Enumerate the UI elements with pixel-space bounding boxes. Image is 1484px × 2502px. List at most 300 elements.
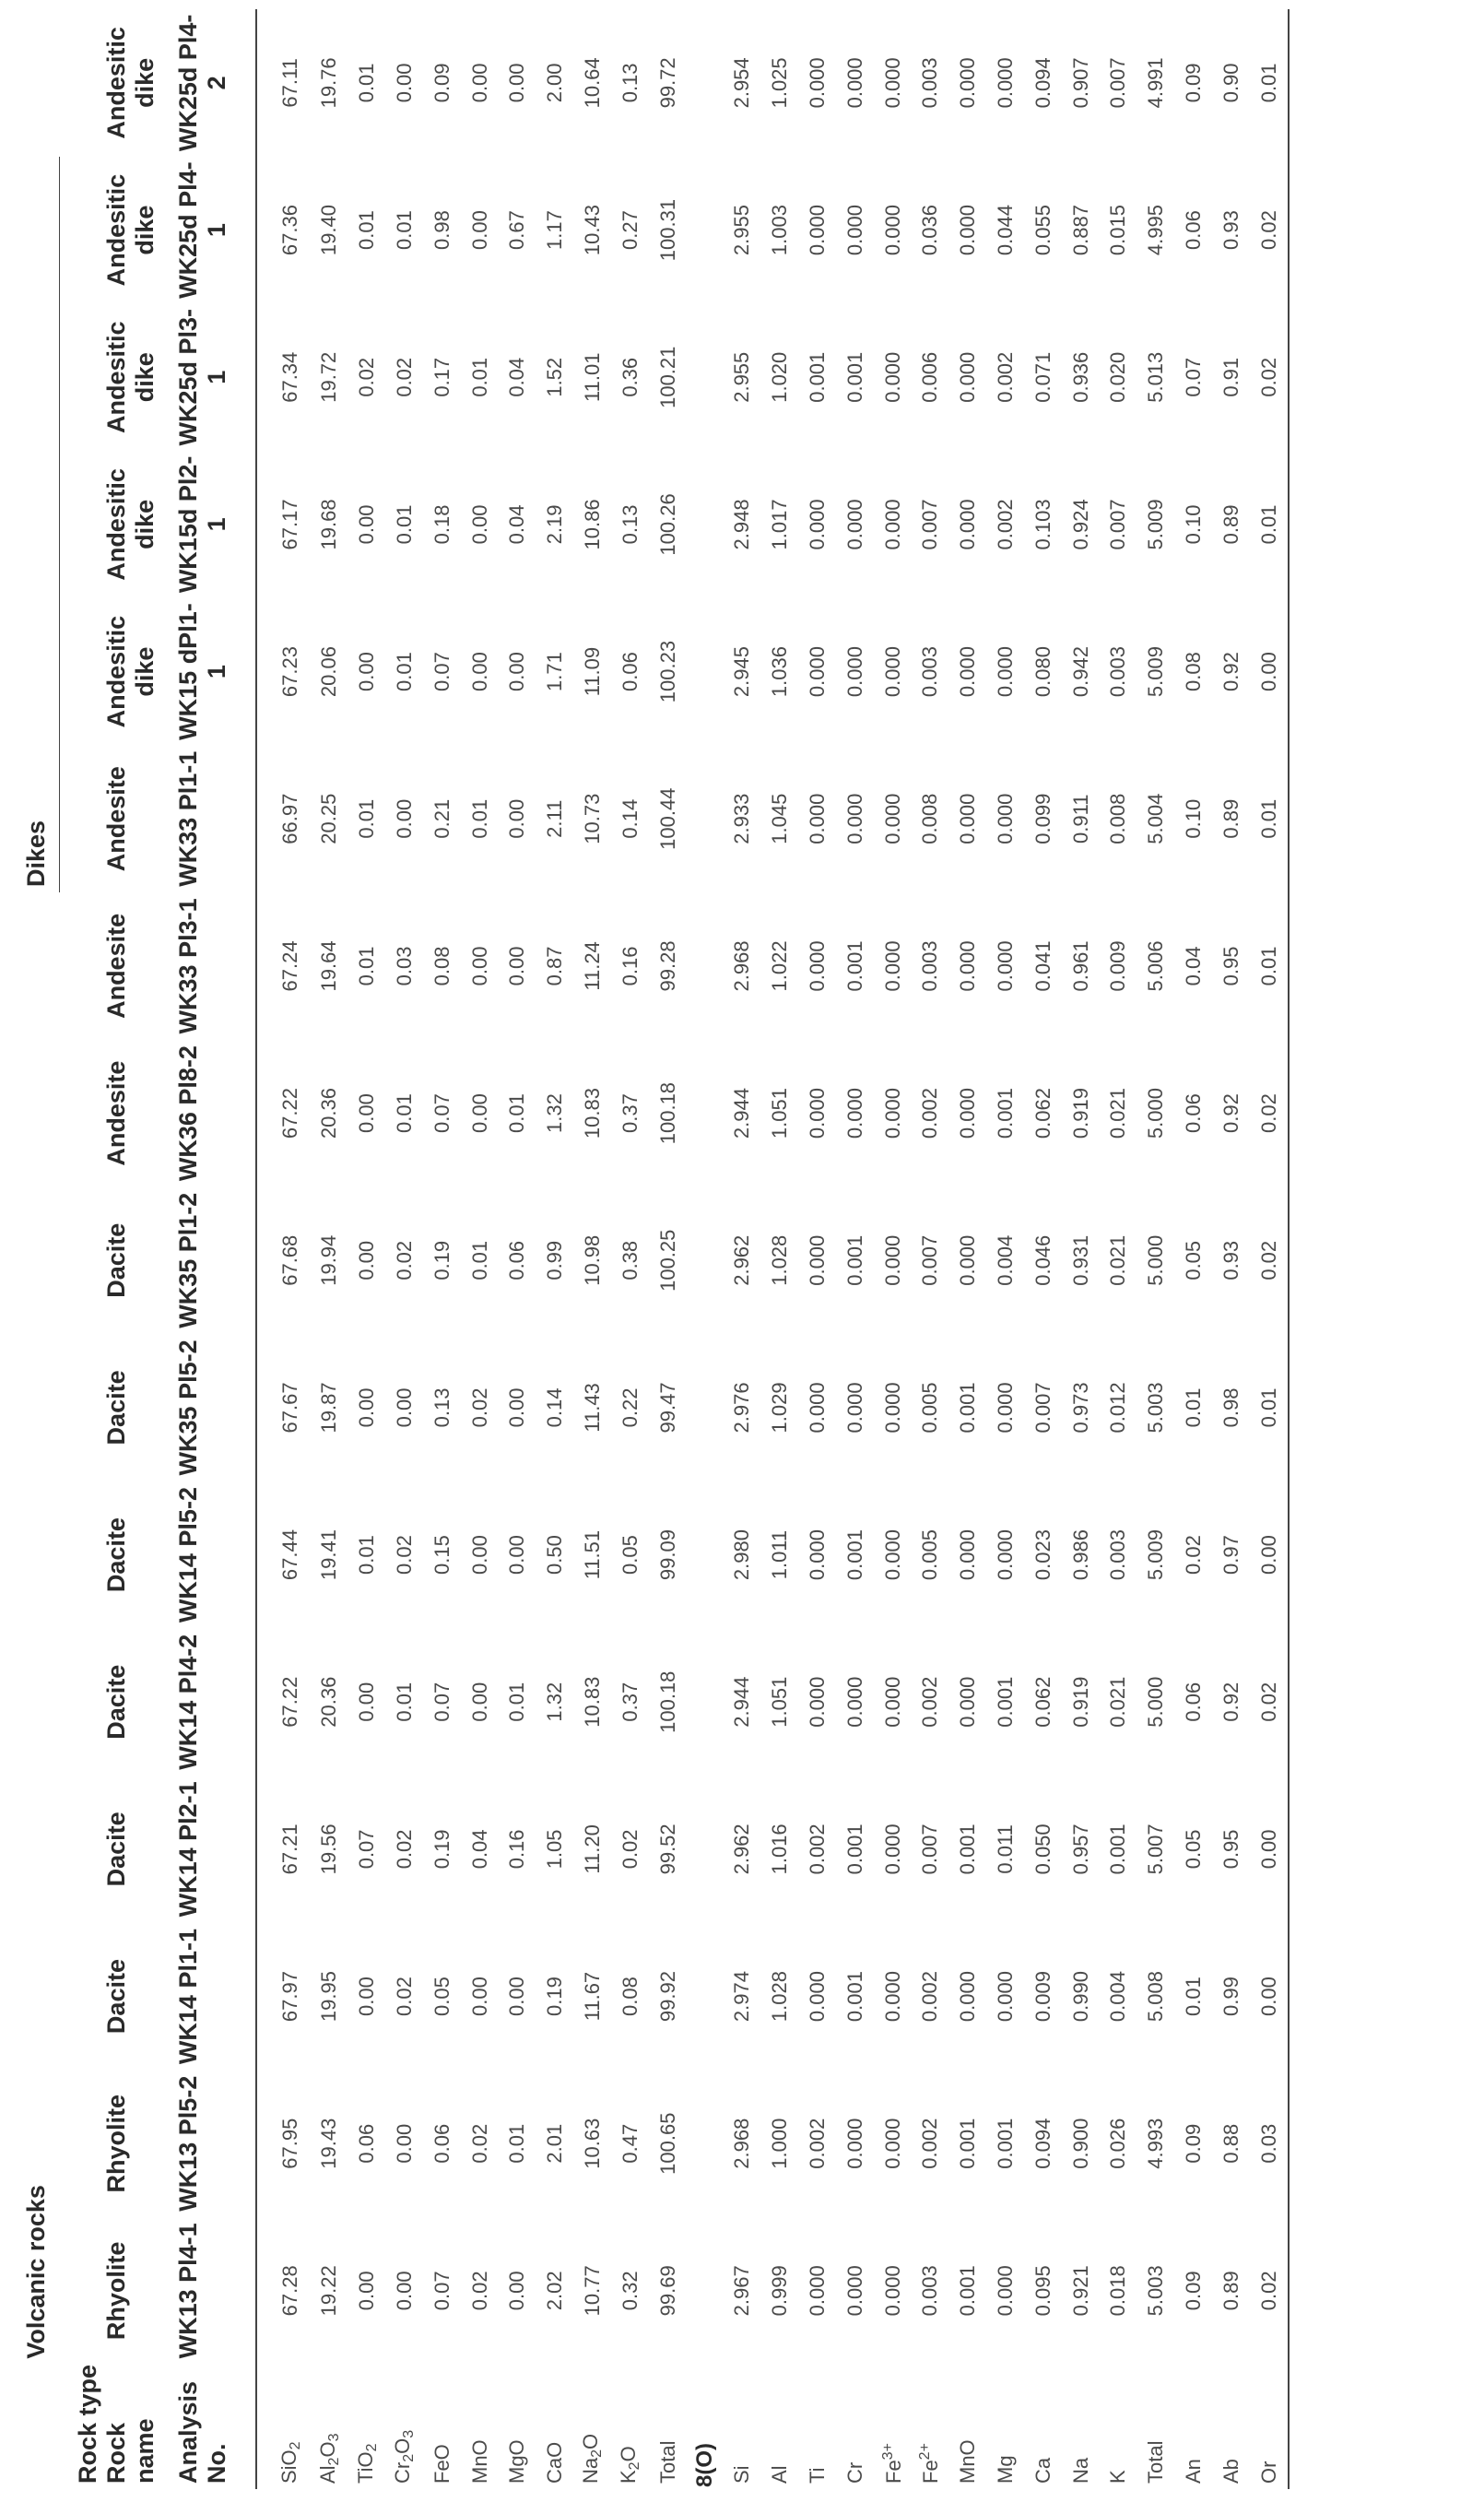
data-cell: 100.18 — [655, 1081, 679, 1145]
row-label: Cr — [842, 2461, 866, 2484]
data-cell: 0.062 — [1031, 1088, 1054, 1139]
data-cell: 2.976 — [730, 1382, 754, 1434]
data-cell: 0.021 — [1106, 1088, 1130, 1139]
data-cell: 0.02 — [1181, 1535, 1205, 1575]
data-cell: 0.02 — [467, 1387, 491, 1428]
analysis-no-cell: WK13 Pl4-1 — [174, 2217, 256, 2365]
data-cell: 0.93 — [1219, 210, 1243, 250]
data-cell: 0.00 — [355, 1240, 379, 1281]
data-row — [1212, 9, 1250, 2489]
data-cell: 0.00 — [1250, 598, 1289, 746]
data-cell: 100.21 — [655, 346, 679, 408]
data-cell: 0.003 — [918, 57, 942, 109]
data-cell: 0.000 — [880, 1382, 904, 1434]
row-label: Mg — [993, 2455, 1017, 2484]
data-cell: 0.046 — [1031, 1234, 1054, 1286]
data-cell: 0.02 — [467, 2271, 491, 2311]
data-cell: 0.02 — [1250, 1040, 1289, 1187]
data-cell: 0.001 — [842, 1234, 866, 1286]
data-cell: 11.09 — [580, 646, 604, 697]
data-cell: 0.07 — [355, 1829, 379, 1870]
data-cell: 0.000 — [805, 2265, 829, 2317]
data-cell: 67.36 — [278, 205, 301, 256]
data-cell: 0.07 — [430, 1093, 453, 1134]
row-label: $Fe^{3+}$ — [879, 2443, 905, 2484]
data-cell: 0.19 — [430, 1240, 453, 1281]
data-cell: 2.944 — [730, 1088, 754, 1139]
row-label: MnO — [467, 2439, 491, 2484]
data-cell: 0.002 — [918, 1088, 942, 1139]
data-cell: 0.000 — [880, 646, 904, 698]
data-cell: 0.02 — [467, 2123, 491, 2164]
data-cell: 0.05 — [618, 1535, 642, 1575]
data-cell: 0.99 — [1219, 1977, 1243, 2016]
row-label: FeO — [430, 2444, 453, 2484]
data-cell: 0.00 — [392, 1387, 416, 1428]
data-cell: 0.00 — [505, 946, 529, 986]
data-cell: 0.000 — [842, 793, 866, 844]
row-label: Total — [1144, 2440, 1168, 2484]
section-row — [687, 9, 724, 2489]
data-cell: 1.036 — [768, 646, 792, 698]
rock-name-cell: Andesitic dike — [102, 27, 159, 139]
data-cell: 67.11 — [278, 58, 301, 108]
analysis-no-row — [174, 9, 256, 2489]
data-cell: 0.001 — [956, 1823, 980, 1875]
data-row — [348, 9, 386, 2489]
data-row — [761, 9, 799, 2489]
data-row — [256, 9, 311, 2489]
data-cell: 0.00 — [505, 652, 529, 691]
data-cell: 0.007 — [918, 1823, 942, 1875]
rock-name-cell: Dacite — [102, 1812, 130, 1887]
data-cell: 0.001 — [1106, 1823, 1130, 1875]
data-cell: 0.03 — [392, 946, 416, 986]
data-cell: 0.00 — [467, 652, 491, 691]
data-cell: 0.02 — [355, 357, 379, 397]
data-cell: 0.001 — [956, 2118, 980, 2169]
data-cell: 99.28 — [655, 940, 679, 992]
data-cell: 5.004 — [1144, 793, 1168, 844]
data-cell: 10.73 — [580, 793, 604, 844]
data-cell: 100.18 — [655, 1670, 679, 1733]
data-cell: 0.080 — [1031, 646, 1054, 698]
data-cell: 67.95 — [278, 2118, 301, 2169]
data-cell: 0.919 — [1068, 1676, 1092, 1728]
data-cell: 0.01 — [392, 1682, 416, 1722]
data-cell: 0.01 — [505, 2123, 529, 2164]
data-cell: 66.97 — [278, 793, 301, 844]
data-cell: 0.00 — [355, 1387, 379, 1428]
data-cell: 0.09 — [430, 63, 453, 103]
data-cell: 10.86 — [580, 499, 604, 550]
data-cell: 0.000 — [956, 1234, 980, 1286]
data-cell: 0.47 — [618, 2123, 642, 2164]
data-cell: 2.00 — [543, 63, 567, 103]
data-cell: 0.000 — [880, 1234, 904, 1286]
data-cell: 0.89 — [1219, 2271, 1243, 2311]
data-cell: 0.01 — [1250, 745, 1289, 892]
data-cell: 0.00 — [467, 1682, 491, 1722]
analysis-no-cell: WK14 Pl4-2 — [174, 1628, 256, 1776]
data-cell: 5.008 — [1144, 1971, 1168, 2023]
data-cell: 0.00 — [467, 1535, 491, 1575]
analysis-no-cell: WK25d Pl4-1 — [174, 157, 256, 304]
data-cell: 0.000 — [993, 940, 1017, 992]
data-cell: 10.64 — [580, 57, 604, 109]
data-cell: 0.000 — [993, 793, 1017, 844]
data-cell: 0.04 — [467, 1829, 491, 1870]
data-cell: 0.011 — [993, 1824, 1017, 1874]
data-cell: 0.000 — [805, 1234, 829, 1286]
data-cell: 0.002 — [805, 2118, 829, 2169]
data-cell: 0.026 — [1106, 2118, 1130, 2169]
data-cell: 0.919 — [1068, 1088, 1092, 1139]
data-cell: 19.94 — [317, 1234, 341, 1286]
data-cell: 0.002 — [993, 351, 1017, 403]
data-cell: 0.001 — [993, 2118, 1017, 2169]
data-cell: 1.32 — [543, 1093, 567, 1134]
data-cell: 0.01 — [1181, 1977, 1205, 2016]
data-cell: 0.000 — [956, 1971, 980, 2023]
data-cell: 0.000 — [805, 793, 829, 844]
data-cell: 0.000 — [993, 57, 1017, 109]
rock-name-cell: Rhyolite — [102, 2094, 130, 2193]
data-cell: 99.92 — [655, 1971, 679, 2023]
data-cell: 0.050 — [1031, 1823, 1054, 1875]
data-cell: 0.001 — [993, 1676, 1017, 1728]
data-cell: 99.69 — [655, 2265, 679, 2317]
data-cell: 0.000 — [956, 1676, 980, 1728]
analysis-no-cell: WK25d Pl4-2 — [174, 9, 256, 157]
data-cell: 0.000 — [993, 1382, 1017, 1434]
data-cell: 67.21 — [278, 1823, 301, 1875]
data-cell: 0.10 — [1181, 798, 1205, 839]
data-cell: 2.962 — [730, 1234, 754, 1286]
rock-name-cell: Dacite — [102, 1222, 130, 1298]
row-label: $Al_2O_3$ — [315, 2433, 342, 2484]
data-cell: 0.06 — [1181, 210, 1205, 250]
data-cell: 0.13 — [618, 63, 642, 103]
data-cell: 0.00 — [355, 1977, 379, 2016]
data-cell: 20.36 — [317, 1676, 341, 1728]
data-row — [1062, 9, 1100, 2489]
data-cell: 0.22 — [618, 1387, 642, 1428]
data-cell: 0.004 — [993, 1234, 1017, 1286]
data-cell: 0.911 — [1068, 794, 1092, 844]
data-cell: 0.06 — [430, 2123, 453, 2164]
data-cell: 10.77 — [580, 2265, 604, 2317]
data-cell: 0.13 — [430, 1387, 453, 1428]
data-cell: 0.01 — [1181, 1387, 1205, 1428]
data-cell: 0.00 — [467, 1093, 491, 1134]
data-cell: 5.003 — [1144, 2265, 1168, 2317]
data-cell: 1.051 — [768, 1088, 792, 1139]
data-cell: 0.87 — [543, 946, 567, 986]
data-cell: 1.025 — [768, 57, 792, 109]
data-cell: 2.980 — [730, 1529, 754, 1581]
data-cell: 0.005 — [918, 1529, 942, 1581]
row-label: CaO — [543, 2441, 567, 2484]
data-cell: 0.98 — [430, 210, 453, 250]
table-body — [13, 9, 1289, 2489]
data-cell: 0.00 — [392, 2123, 416, 2164]
data-cell: 0.095 — [1031, 2265, 1054, 2317]
rock-name-cell: Dacite — [102, 1959, 130, 2035]
data-cell: 0.001 — [956, 2265, 980, 2317]
data-cell: 5.006 — [1144, 940, 1168, 992]
data-cell: 0.02 — [1250, 1186, 1289, 1334]
data-cell: 5.007 — [1144, 1823, 1168, 1875]
volcanic-rocks-header: Volcanic rocks — [21, 2185, 50, 2359]
row-label: MnO — [956, 2439, 980, 2484]
data-cell: 0.907 — [1068, 57, 1092, 109]
data-cell: 10.83 — [580, 1676, 604, 1728]
data-cell: 0.021 — [1106, 1234, 1130, 1286]
data-cell: 11.51 — [580, 1529, 604, 1580]
data-cell: 0.04 — [1181, 946, 1205, 986]
data-cell: 0.02 — [1250, 2217, 1289, 2365]
data-cell: 2.01 — [543, 2123, 567, 2164]
analysis-no-cell: WK14 Pl1-1 — [174, 1923, 256, 2071]
data-row — [987, 9, 1025, 2489]
data-cell: 1.028 — [768, 1234, 792, 1286]
data-cell: 0.00 — [355, 652, 379, 691]
group-header-row — [13, 9, 60, 2489]
data-cell: 0.06 — [505, 1240, 529, 1281]
data-cell: 0.000 — [842, 499, 866, 550]
data-cell: 0.38 — [618, 1240, 642, 1281]
data-row — [1137, 9, 1175, 2489]
analysis-no-label: Analysis No. — [174, 2365, 256, 2489]
data-cell: 0.000 — [956, 205, 980, 256]
data-cell: 0.000 — [805, 646, 829, 698]
data-cell: 0.000 — [880, 1971, 904, 2023]
data-cell: 0.95 — [1219, 1829, 1243, 1870]
data-cell: 0.01 — [392, 652, 416, 691]
data-cell: 0.999 — [768, 2265, 792, 2317]
data-cell: 0.990 — [1068, 1971, 1092, 2023]
data-cell: 0.19 — [543, 1977, 567, 2016]
data-row — [912, 9, 949, 2489]
row-label: SiO$_2$ — [277, 2441, 303, 2484]
data-cell: 0.02 — [1250, 303, 1289, 451]
data-cell: 0.021 — [1106, 1676, 1130, 1728]
data-cell: 5.000 — [1144, 1088, 1168, 1139]
data-cell: 0.041 — [1031, 940, 1054, 992]
data-cell: 99.09 — [655, 1529, 679, 1581]
data-cell: 0.103 — [1031, 499, 1054, 550]
rock-name-row — [102, 9, 174, 2489]
data-cell: 0.000 — [805, 940, 829, 992]
data-cell: 0.023 — [1031, 1529, 1054, 1581]
data-cell: 1.020 — [768, 351, 792, 403]
rock-name-cell: Dacite — [102, 1370, 130, 1446]
data-cell: 0.000 — [993, 1529, 1017, 1581]
data-cell: 1.71 — [543, 652, 567, 691]
data-cell: 1.011 — [768, 1529, 792, 1580]
data-cell: 0.000 — [956, 646, 980, 698]
data-cell: 0.000 — [842, 2118, 866, 2169]
data-cell: 1.05 — [543, 1829, 567, 1870]
data-cell: 1.028 — [768, 1971, 792, 2023]
row-label: Ti — [805, 2467, 829, 2484]
data-cell: 0.000 — [805, 1529, 829, 1581]
data-cell: 0.099 — [1031, 793, 1054, 844]
data-cell: 0.000 — [805, 1971, 829, 2023]
data-cell: 0.000 — [805, 205, 829, 256]
data-cell: 11.20 — [580, 1824, 604, 1874]
data-cell: 0.00 — [1250, 1776, 1289, 1923]
data-cell: 0.001 — [842, 1971, 866, 2023]
data-cell: 0.01 — [467, 1240, 491, 1281]
group-header-blank — [13, 2365, 60, 2489]
data-cell: 1.17 — [543, 210, 567, 250]
data-cell: 0.001 — [842, 1529, 866, 1581]
rock-type-row — [60, 9, 103, 2489]
data-cell: 2.955 — [730, 205, 754, 256]
rock-name-cell: Andesitic dike — [102, 615, 159, 728]
data-cell: 0.942 — [1068, 646, 1092, 698]
data-cell: 0.000 — [880, 793, 904, 844]
rock-name-cell: Dacite — [102, 1517, 130, 1593]
data-cell: 4.995 — [1144, 205, 1168, 256]
data-cell: 0.02 — [1250, 1628, 1289, 1776]
data-cell: 0.01 — [355, 210, 379, 250]
data-cell: 2.962 — [730, 1823, 754, 1875]
row-label: An — [1181, 2459, 1205, 2484]
data-cell: 0.98 — [1219, 1387, 1243, 1428]
data-cell: 0.071 — [1031, 351, 1054, 403]
row-label: Ab — [1219, 2459, 1243, 2484]
data-cell: 0.01 — [392, 1093, 416, 1134]
data-cell: 0.015 — [1106, 205, 1130, 256]
data-cell: 5.009 — [1144, 646, 1168, 698]
data-cell: 0.06 — [1181, 1682, 1205, 1722]
data-cell: 0.000 — [993, 2265, 1017, 2317]
data-cell: 19.43 — [317, 2118, 341, 2169]
data-cell: 0.000 — [880, 2118, 904, 2169]
data-cell: 0.000 — [956, 351, 980, 403]
data-cell: 2.967 — [730, 2265, 754, 2317]
data-cell: 0.02 — [618, 1829, 642, 1870]
data-cell: 0.01 — [1250, 451, 1289, 598]
data-cell: 0.00 — [1250, 1923, 1289, 2071]
data-cell: 19.40 — [317, 205, 341, 256]
data-cell: 0.10 — [1181, 504, 1205, 545]
rock-type-spacer — [60, 9, 103, 2365]
data-row — [649, 9, 687, 2489]
data-cell: 0.020 — [1106, 351, 1130, 403]
data-cell: 0.00 — [392, 63, 416, 103]
data-cell: 67.28 — [278, 2265, 301, 2317]
data-cell: 0.000 — [993, 1971, 1017, 2023]
data-cell: 0.003 — [1106, 1529, 1130, 1581]
data-cell: 4.993 — [1144, 2118, 1168, 2169]
data-cell: 100.65 — [655, 2112, 679, 2175]
data-row — [499, 9, 536, 2489]
row-label: $Fe^{2+}$ — [917, 2443, 943, 2484]
data-cell: 0.000 — [842, 1676, 866, 1728]
data-cell: 0.16 — [505, 1829, 529, 1870]
data-cell: 0.00 — [505, 1977, 529, 2016]
data-cell: 67.23 — [278, 646, 301, 698]
data-row — [1250, 9, 1289, 2489]
dikes-header: Dikes — [13, 157, 60, 892]
data-cell: 11.01 — [580, 352, 604, 402]
data-row — [949, 9, 987, 2489]
row-label: TiO$_2$ — [353, 2443, 380, 2484]
data-cell: 0.02 — [392, 1829, 416, 1870]
row-label: K — [1106, 2470, 1130, 2484]
data-cell: 0.000 — [956, 57, 980, 109]
data-cell: 0.000 — [805, 499, 829, 550]
data-cell: 0.000 — [956, 1088, 980, 1139]
data-cell: 0.044 — [993, 205, 1017, 256]
data-cell: 2.19 — [543, 504, 567, 545]
data-cell: 0.01 — [505, 1682, 529, 1722]
data-cell: 2.955 — [730, 351, 754, 403]
data-cell: 0.05 — [430, 1977, 453, 2016]
data-row — [574, 9, 612, 2489]
data-cell: 0.01 — [1250, 892, 1289, 1040]
section-spacer — [687, 9, 724, 2365]
data-cell: 0.01 — [1250, 1334, 1289, 1481]
data-cell: 2.954 — [730, 57, 754, 109]
data-cell: 0.16 — [618, 946, 642, 986]
rock-name-cell: Andesite — [102, 913, 130, 1019]
data-cell: 0.000 — [842, 646, 866, 698]
data-cell: 0.01 — [467, 357, 491, 397]
data-cell: 0.00 — [355, 504, 379, 545]
data-cell: 0.000 — [842, 57, 866, 109]
data-row — [1024, 9, 1062, 2489]
data-cell: 5.003 — [1144, 1382, 1168, 1434]
data-cell: 0.961 — [1068, 940, 1092, 992]
data-cell: 0.055 — [1031, 205, 1054, 256]
row-label: Ca — [1031, 2457, 1054, 2484]
rock-name-cell: Dacite — [102, 1664, 130, 1740]
data-cell: 2.02 — [543, 2271, 567, 2311]
data-cell: 0.95 — [1219, 946, 1243, 986]
data-cell: 0.924 — [1068, 499, 1092, 550]
row-label: Na — [1068, 2457, 1092, 2484]
data-cell: 0.04 — [505, 504, 529, 545]
data-cell: 1.017 — [768, 499, 792, 550]
data-cell: 0.001 — [842, 351, 866, 403]
data-cell: 0.062 — [1031, 1676, 1054, 1728]
data-cell: 19.41 — [317, 1529, 341, 1581]
row-label: Al — [768, 2465, 792, 2484]
data-cell: 0.002 — [918, 1676, 942, 1728]
data-cell: 0.007 — [1106, 499, 1130, 550]
data-cell: 0.000 — [805, 1382, 829, 1434]
data-cell: 99.72 — [655, 57, 679, 109]
data-cell: 0.900 — [1068, 2118, 1092, 2169]
data-cell: 0.887 — [1068, 205, 1092, 256]
data-cell: 0.000 — [880, 1088, 904, 1139]
data-cell: 0.986 — [1068, 1529, 1092, 1581]
data-cell: 0.009 — [1106, 940, 1130, 992]
data-cell: 0.50 — [543, 1535, 567, 1575]
data-cell: 1.32 — [543, 1682, 567, 1722]
data-cell: 0.000 — [993, 646, 1017, 698]
data-cell: 0.08 — [1181, 652, 1205, 691]
rock-name-cell: Andesitic dike — [102, 468, 159, 581]
data-cell: 67.68 — [278, 1234, 301, 1286]
data-cell: 0.973 — [1068, 1382, 1092, 1434]
data-cell: 0.00 — [505, 2271, 529, 2311]
